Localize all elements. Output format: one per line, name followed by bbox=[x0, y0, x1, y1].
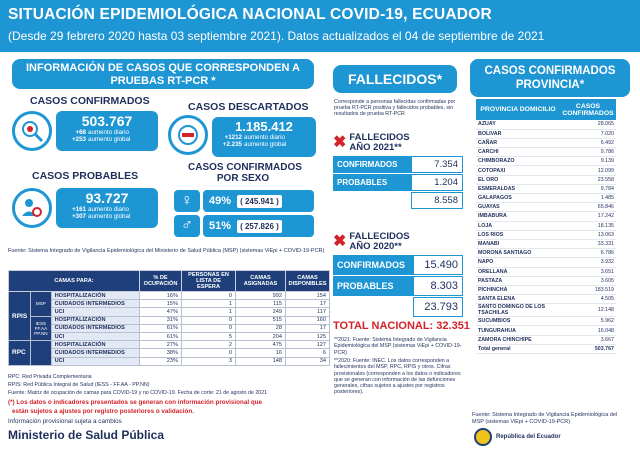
camas-subgroup bbox=[31, 341, 51, 366]
probables-daily: +161 aumento diario bbox=[72, 206, 129, 213]
probables-total: 93.727 bbox=[85, 190, 129, 206]
provincia-total-row bbox=[476, 344, 616, 353]
cross-icon: ✖ bbox=[333, 233, 347, 250]
provincia-row bbox=[476, 212, 616, 221]
confirmados-total: 503.767 bbox=[81, 113, 133, 129]
camas-wait: 0 bbox=[182, 316, 236, 324]
provincia-row bbox=[476, 267, 616, 276]
source-main: Fuente: Sistema Integrado de Vigilancia Epidemiológica del Ministerio de Salud Pública (MSP) (sistemas ViEpi + COVID-19-PCR) bbox=[8, 248, 325, 254]
provincia-count: 33.331 bbox=[560, 239, 616, 248]
confirmados-daily: +68 aumento diario bbox=[75, 129, 129, 136]
legend-provisional: Información provisional sujeta a cambios bbox=[8, 418, 122, 425]
sexo-male-row bbox=[174, 215, 314, 237]
provincia-name: NAPO bbox=[476, 258, 560, 267]
provincia-name: SANTO DOMINGO DE LOS TSACHILAS bbox=[476, 304, 560, 317]
provincia-row bbox=[476, 335, 616, 344]
provincia-name: GALAPAGOS bbox=[476, 194, 560, 203]
legend-rpc: RPC: Red Privada Complementaria bbox=[8, 374, 92, 380]
camas-disp: 127 bbox=[286, 341, 330, 349]
camas-wait: 0 bbox=[182, 324, 236, 332]
provincias-header-row bbox=[476, 99, 616, 120]
provincia-count: 3.605 bbox=[560, 276, 616, 285]
provincia-count: 16.048 bbox=[560, 326, 616, 335]
camas-asig: 249 bbox=[236, 308, 286, 316]
prov-col-casos: CASOS CONFIRMADOS bbox=[560, 99, 616, 120]
total-nacional: TOTAL NACIONAL: 32.351 bbox=[333, 320, 470, 332]
camas-disp: 17 bbox=[286, 300, 330, 308]
provincia-name: GUAYAS bbox=[476, 203, 560, 212]
camas-label: UCI bbox=[51, 308, 139, 316]
camas-wait: 0 bbox=[182, 292, 236, 300]
female-icon: ♀ bbox=[174, 190, 200, 212]
camas-row bbox=[9, 332, 330, 340]
provincias-source: Fuente: Sistema Integrado de Vigilancia Epidemiológica del MSP (sistemas ViEpi + COVID-19-PCR) bbox=[472, 412, 618, 425]
camas-label: UCI bbox=[51, 357, 139, 365]
provincia-row bbox=[476, 184, 616, 193]
camas-row bbox=[9, 349, 330, 357]
probables-title: CASOS PROBABLES bbox=[32, 170, 139, 182]
provincia-name: ORELLANA bbox=[476, 267, 560, 276]
camas-wait: 2 bbox=[182, 341, 236, 349]
provincia-row bbox=[476, 120, 616, 129]
camas-col-camas: CAMAS PARA: bbox=[9, 271, 140, 292]
camas-label: CUIDADOS INTERMEDIOS bbox=[51, 324, 139, 332]
provincia-name: MORONA SANTIAGO bbox=[476, 249, 560, 258]
camas-label: CUIDADOS INTERMEDIOS bbox=[51, 349, 139, 357]
sexo-title: CASOS CONFIRMADOS POR SEXO bbox=[188, 162, 302, 184]
camas-pct: 23% bbox=[140, 357, 182, 365]
camas-pct: 61% bbox=[140, 332, 182, 340]
camas-pct: 31% bbox=[140, 316, 182, 324]
camas-col-disp: CAMAS DISPONIBLES bbox=[286, 271, 330, 292]
ecuador-logo bbox=[474, 428, 561, 446]
warning-line1: (*) Los datos o indicadores presentados se generan con información provisional que bbox=[8, 399, 263, 406]
page-title: SITUACIÓN EPIDEMIOLÓGICA NACIONAL COVID-19, ECUADOR bbox=[8, 6, 492, 23]
provincia-row bbox=[476, 129, 616, 138]
provincia-count: 9.786 bbox=[560, 148, 616, 157]
provincia-count: 13.063 bbox=[560, 230, 616, 239]
provincias-banner: CASOS CONFIRMADOS PROVINCIA* bbox=[470, 59, 630, 97]
virus-cancel-icon bbox=[168, 115, 208, 155]
camas-row bbox=[9, 308, 330, 316]
provincia-count: 5.962 bbox=[560, 317, 616, 326]
provincia-name: PICHINCHA bbox=[476, 285, 560, 294]
camas-wait: 1 bbox=[182, 300, 236, 308]
camas-asig: 992 bbox=[236, 292, 286, 300]
probables-global: +307 aumento global bbox=[72, 213, 131, 220]
camas-wait: 0 bbox=[182, 349, 236, 357]
camas-pct: 47% bbox=[140, 308, 182, 316]
provincia-name: LOS RIOS bbox=[476, 230, 560, 239]
provincia-name: PASTAZA bbox=[476, 276, 560, 285]
fall-2020-probables: PROBABLES 8.303 bbox=[333, 276, 463, 296]
camas-label: HOSPITALIZACIÓN bbox=[51, 341, 139, 349]
fall-2020-total: 23.793 bbox=[333, 297, 463, 317]
camas-label: HOSPITALIZACIÓN bbox=[51, 316, 139, 324]
camas-pct: 27% bbox=[140, 341, 182, 349]
fallecidos-2020 bbox=[333, 232, 463, 318]
camas-subgroup: MSP bbox=[31, 292, 51, 317]
provincia-count: 1.485 bbox=[560, 194, 616, 203]
page-header bbox=[0, 0, 640, 52]
provincia-row bbox=[476, 295, 616, 304]
provincia-row bbox=[476, 157, 616, 166]
provincia-count: 12.148 bbox=[560, 304, 616, 317]
provincia-row bbox=[476, 175, 616, 184]
provincia-row bbox=[476, 166, 616, 175]
camas-pct: 15% bbox=[140, 300, 182, 308]
fallecidos-desc: Corresponde a personas fallecidas confirmadas por prueba RT-PCR positiva y fallecidos probables, sin resultados de prueba RT-PCR bbox=[334, 99, 456, 118]
provincia-row bbox=[476, 230, 616, 239]
provincia-count: 9.139 bbox=[560, 157, 616, 166]
provincia-name: SUCUMBIOS bbox=[476, 317, 560, 326]
camas-asig: 515 bbox=[236, 316, 286, 324]
provincia-count: 6.492 bbox=[560, 138, 616, 147]
sexo-card bbox=[170, 160, 318, 240]
provincia-count: 9.784 bbox=[560, 184, 616, 193]
provincia-name: LOJA bbox=[476, 221, 560, 230]
descartados-total: 1.185.412 bbox=[235, 119, 293, 134]
camas-disp: 34 bbox=[286, 357, 330, 365]
provincia-count: 28.065 bbox=[560, 120, 616, 129]
ecuador-seal-icon bbox=[474, 428, 492, 446]
camas-pct: 38% bbox=[140, 349, 182, 357]
provincia-count: 3.667 bbox=[560, 335, 616, 344]
provincia-total-value: 503.767 bbox=[560, 344, 616, 353]
provincia-row bbox=[476, 249, 616, 258]
provincia-name: IMBABURA bbox=[476, 212, 560, 221]
camas-disp: 160 bbox=[286, 316, 330, 324]
camas-asig: 115 bbox=[236, 300, 286, 308]
legend-rpis: RPIS: Red Pública Integral de Salud (IESS - FF.AA - PP.NN) bbox=[8, 382, 150, 388]
camas-pct: 61% bbox=[140, 324, 182, 332]
warning-line2: están sujetos a ajustes por registro posteriores o validación. bbox=[12, 408, 194, 415]
logo-text: República del Ecuador bbox=[496, 434, 561, 440]
info-banner bbox=[12, 59, 314, 89]
provincia-row bbox=[476, 304, 616, 317]
sexo-male-value: 51% ( 257.826 ) bbox=[203, 215, 314, 237]
camas-label: CUIDADOS INTERMEDIOS bbox=[51, 300, 139, 308]
provincia-count: 183.519 bbox=[560, 285, 616, 294]
ministry-name: Ministerio de Salud Pública bbox=[8, 428, 165, 442]
provincia-row bbox=[476, 203, 616, 212]
prov-col-provincia: PROVINCIA DOMICILIO bbox=[476, 99, 560, 120]
provincia-row bbox=[476, 221, 616, 230]
camas-pct: 16% bbox=[140, 292, 182, 300]
info-banner-line2: PRUEBAS RT-PCR * bbox=[110, 75, 216, 87]
camas-disp: 125 bbox=[286, 332, 330, 340]
provincia-row bbox=[476, 148, 616, 157]
provincia-count: 7.020 bbox=[560, 129, 616, 138]
provincia-name: EL ORO bbox=[476, 175, 560, 184]
provincia-name: BOLIVAR bbox=[476, 129, 560, 138]
provincia-name: CHIMBORAZO bbox=[476, 157, 560, 166]
provincia-name: TUNGURAHUA bbox=[476, 326, 560, 335]
confirmados-title: CASOS CONFIRMADOS bbox=[30, 95, 150, 107]
info-banner-line1: INFORMACIÓN DE CASOS QUE CORRESPONDEN A bbox=[25, 62, 300, 74]
descartados-title: CASOS DESCARTADOS bbox=[188, 101, 309, 113]
camas-table bbox=[8, 270, 330, 366]
camas-disp: 6 bbox=[286, 349, 330, 357]
provincia-count: 4.505 bbox=[560, 295, 616, 304]
person-search-icon bbox=[12, 188, 52, 228]
legend-fuente: Fuente: Matriz de ocupación de camas para COVID-19 y no COVID-19. Fecha de corte: 21 de agosto de 2021 bbox=[8, 390, 268, 396]
probables-card bbox=[12, 170, 162, 240]
camas-label: HOSPITALIZACIÓN bbox=[51, 292, 139, 300]
provincia-name: ESMERALDAS bbox=[476, 184, 560, 193]
fallecidos-note-2021: **2021: Fuente: Sistema Integrado de Vigilancia Epidemiológica del MSP (sistemas ViEpi + COVID-19-PCR) bbox=[334, 337, 462, 356]
camas-group: RPIS bbox=[9, 292, 31, 341]
confirmados-card bbox=[12, 95, 162, 165]
camas-wait: 1 bbox=[182, 308, 236, 316]
provincia-count: 17.242 bbox=[560, 212, 616, 221]
provincia-count: 23.558 bbox=[560, 175, 616, 184]
fallecidos-2021 bbox=[333, 133, 463, 210]
camas-group: RPC bbox=[9, 341, 31, 366]
camas-disp: 117 bbox=[286, 308, 330, 316]
camas-label: UCI bbox=[51, 332, 139, 340]
provincia-count: 18.135 bbox=[560, 221, 616, 230]
provincia-row bbox=[476, 285, 616, 294]
provincia-name: COTOPAXI bbox=[476, 166, 560, 175]
provincias-table bbox=[476, 99, 616, 354]
camas-disp: 17 bbox=[286, 324, 330, 332]
camas-asig: 204 bbox=[236, 332, 286, 340]
sexo-female-row bbox=[174, 190, 314, 212]
camas-wait: 5 bbox=[182, 332, 236, 340]
camas-asig: 16 bbox=[236, 349, 286, 357]
sexo-female-value: 49% ( 245.941 ) bbox=[203, 190, 314, 212]
fallecidos-2021-head: ✖ FALLECIDOS AÑO 2021** bbox=[333, 132, 410, 153]
fallecidos-2020-head: ✖ FALLECIDOS AÑO 2020** bbox=[333, 231, 410, 252]
fall-2021-probables: PROBABLES 1.204 bbox=[333, 174, 463, 191]
confirmados-global: +253 aumento global bbox=[72, 136, 131, 143]
provincia-count: 65.846 bbox=[560, 203, 616, 212]
camas-asig: 148 bbox=[236, 357, 286, 365]
provincia-count: 6.786 bbox=[560, 249, 616, 258]
fall-2021-confirmados: CONFIRMADOS 7.354 bbox=[333, 156, 463, 173]
provincia-name: AZUAY bbox=[476, 120, 560, 129]
provincia-count: 3.651 bbox=[560, 267, 616, 276]
camas-col-wait: PERSONAS EN LISTA DE ESPERA bbox=[182, 271, 236, 292]
probables-box bbox=[56, 188, 158, 228]
camas-row bbox=[9, 357, 330, 365]
camas-asig: 28 bbox=[236, 324, 286, 332]
camas-header-row bbox=[9, 271, 330, 292]
camas-row bbox=[9, 300, 330, 308]
provincia-row bbox=[476, 194, 616, 203]
fallecidos-banner: FALLECIDOS* bbox=[333, 65, 457, 93]
provincia-row bbox=[476, 258, 616, 267]
descartados-global: +2.235 aumento global bbox=[222, 141, 287, 148]
fall-2021-total: 8.558 bbox=[333, 192, 463, 209]
camas-row bbox=[9, 316, 330, 324]
fall-2020-confirmados: CONFIRMADOS 15.490 bbox=[333, 255, 463, 275]
fallecidos-note-2020: **2020: Fuente: INEC. Los datos corresponden a fallecimientos del MSP, RPC, RPIS y otros. Cifras provisionales (corresponden a los datos o indicadores que se generan con información de las defunciones generales, cifras sujetos a ajustes por registros posteriores). bbox=[334, 358, 461, 396]
camas-wait: 3 bbox=[182, 357, 236, 365]
virus-magnifier-icon bbox=[12, 111, 52, 151]
page-subtitle: (Desde 29 febrero 2020 hasta 03 septiembre 2021). Datos actualizados el 04 de septiembre de 2021 bbox=[8, 29, 545, 43]
provincia-name: CAÑAR bbox=[476, 138, 560, 147]
camas-asig: 475 bbox=[236, 341, 286, 349]
provincia-name: SANTA ELENA bbox=[476, 295, 560, 304]
cross-icon: ✖ bbox=[333, 134, 347, 151]
descartados-card bbox=[168, 95, 318, 165]
provincia-count: 12.099 bbox=[560, 166, 616, 175]
provincia-name: ZAMORA CHINCHIPE bbox=[476, 335, 560, 344]
provincia-row bbox=[476, 138, 616, 147]
male-icon: ♂ bbox=[174, 215, 200, 237]
provincia-count: 3.932 bbox=[560, 258, 616, 267]
provincia-row bbox=[476, 239, 616, 248]
provincia-row bbox=[476, 276, 616, 285]
confirmados-box bbox=[56, 111, 158, 151]
camas-row bbox=[9, 341, 330, 349]
provincia-total-label: Total general bbox=[476, 344, 560, 353]
camas-col-pct: % DE OCUPACIÓN bbox=[140, 271, 182, 292]
provincia-row bbox=[476, 326, 616, 335]
camas-row bbox=[9, 292, 330, 300]
camas-row bbox=[9, 324, 330, 332]
provincia-row bbox=[476, 317, 616, 326]
provincia-name: CARCHI bbox=[476, 148, 560, 157]
camas-col-asig: CAMAS ASIGNADAS bbox=[236, 271, 286, 292]
camas-subgroup: IESS FF.AA PP.NN bbox=[31, 316, 51, 341]
provincia-name: MANABI bbox=[476, 239, 560, 248]
descartados-daily: +1212 aumento diario bbox=[224, 134, 285, 141]
descartados-box bbox=[212, 117, 316, 157]
camas-disp: 154 bbox=[286, 292, 330, 300]
